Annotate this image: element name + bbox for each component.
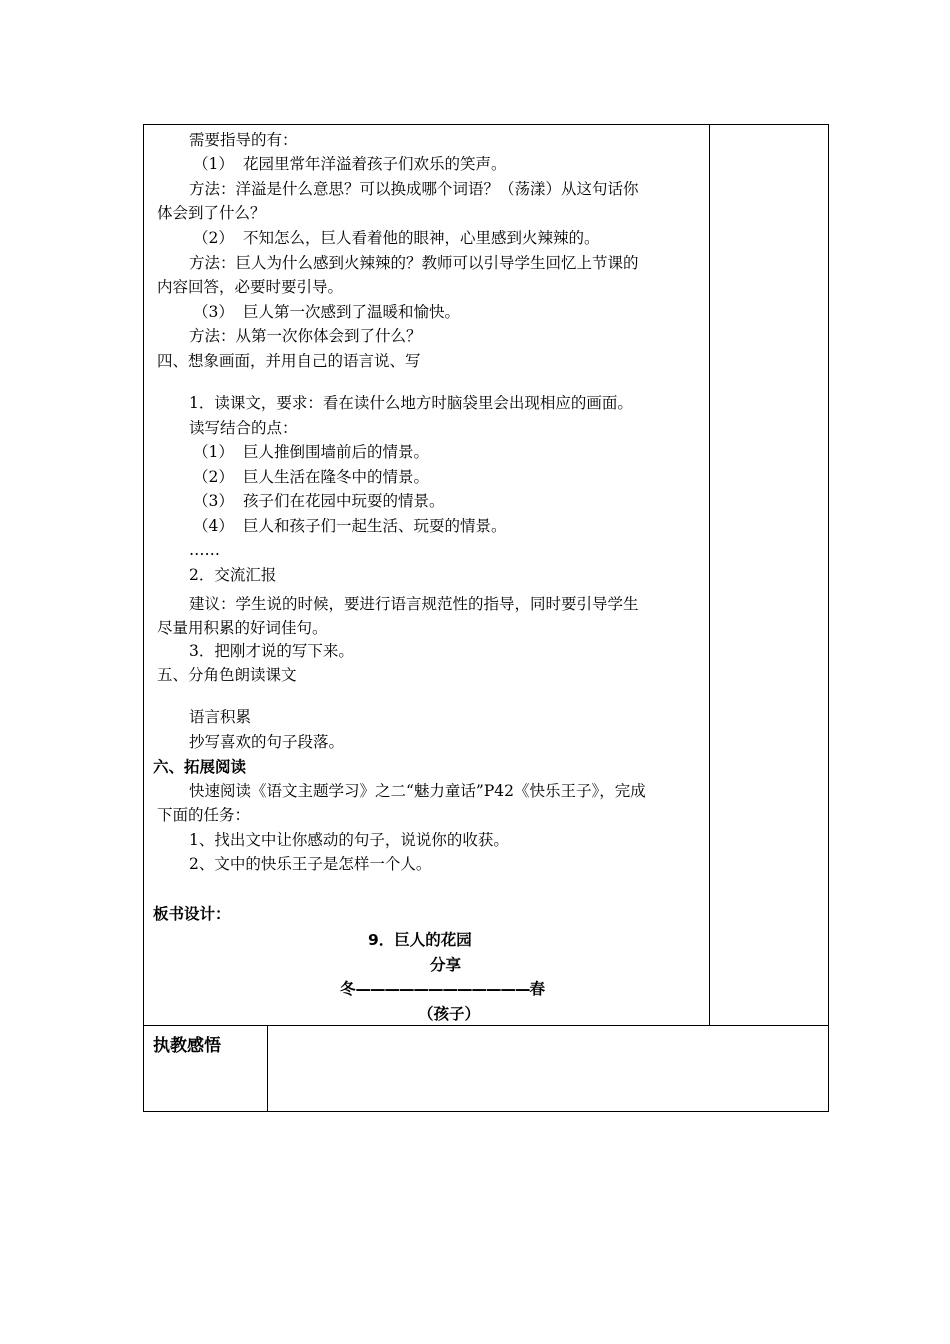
text-line: [193, 154, 507, 174]
footer-label: 执教感悟: [153, 1036, 221, 1056]
item-number: （2）: [193, 468, 234, 486]
table-top-border: [143, 124, 829, 125]
item-text: 巨人和孩子们一起生活、玩耍的情景。: [243, 517, 507, 535]
text-line: 尽量用积累的好词佳句。: [157, 619, 328, 637]
text-line: [193, 228, 600, 248]
text-line: 需要指导的有：: [189, 131, 298, 149]
item-number: （4）: [193, 517, 234, 535]
board-winter: 冬: [340, 980, 356, 998]
item-number: （2）: [193, 229, 234, 247]
text-line: 语言积累: [189, 708, 252, 726]
table-bottom-border: [143, 1111, 829, 1112]
text-line: 1．读课文，要求：看在读什么地方时脑袋里会出现相应的画面。: [189, 394, 633, 412]
text-line: 抄写喜欢的句子段落。: [189, 733, 345, 751]
item-text: 巨人推倒围墙前后的情景。: [243, 443, 430, 461]
text-line: 2．交流汇报: [189, 566, 277, 584]
board-design-label: 板书设计：: [153, 905, 231, 923]
text-line: 方法：从第一次你体会到了什么？: [189, 327, 422, 345]
text-line: [193, 516, 507, 536]
notes-column-divider: [709, 124, 710, 1026]
item-number: （3）: [193, 492, 234, 510]
item-text: 孩子们在花园中玩耍的情景。: [243, 492, 445, 510]
text-line: 3．把刚才说的写下来。: [189, 642, 354, 660]
footer-label-divider: [267, 1025, 268, 1112]
item-text: 巨人生活在隆冬中的情景。: [243, 468, 430, 486]
text-line: 内容回答，必要时要引导。: [157, 278, 344, 296]
text-line: 快速阅读《语文主题学习》之二“魅力童话”P42《快乐王子》，完成: [189, 782, 646, 800]
board-spring: 春: [529, 980, 546, 998]
text-line: 方法：洋溢是什么意思？可以换成哪个词语？（荡漾）从这句话你: [189, 180, 639, 198]
text-line: 体会到了什么？: [157, 204, 266, 222]
table-left-border: [143, 124, 144, 1112]
item-number: （1）: [193, 443, 234, 461]
section-heading: 六、拓展阅读: [153, 758, 247, 776]
text-line: 读写结合的点：: [189, 419, 298, 437]
text-line: [193, 491, 445, 511]
item-number: （3）: [193, 303, 234, 321]
text-line: 方法：巨人为什么感到火辣辣的？教师可以引导学生回忆上节课的: [189, 254, 639, 272]
text-line: 1、找出文中让你感动的句子，说说你的收获。: [189, 831, 509, 849]
board-children: （孩子）: [418, 1005, 481, 1023]
text-line: 2、文中的快乐王子是怎样一个人。: [189, 855, 432, 873]
board-arrow-line: ————————————: [355, 980, 530, 998]
row-divider: [143, 1025, 829, 1026]
board-season-line: [340, 979, 545, 999]
section-heading: 五、分角色朗读课文: [157, 666, 297, 684]
table-right-border: [828, 124, 829, 1112]
text-line: 建议：学生说的时候，要进行语言规范性的指导，同时要引导学生: [189, 595, 639, 613]
item-number: （1）: [193, 155, 234, 173]
board-share: 分享: [430, 956, 462, 974]
text-line: [193, 302, 460, 322]
text-line: [193, 467, 429, 487]
item-text: 巨人第一次感到了温暖和愉快。: [243, 303, 461, 321]
text-line: 下面的任务：: [157, 806, 251, 824]
text-line: ……: [189, 541, 220, 559]
item-text: 不知怎么，巨人看着他的眼神，心里感到火辣辣的。: [243, 229, 600, 247]
text-line: [193, 442, 429, 462]
item-text: 花园里常年洋溢着孩子们欢乐的笑声。: [243, 155, 507, 173]
section-heading: 四、想象画面，并用自己的语言说、写: [157, 352, 421, 370]
board-title: 9．巨人的花园: [368, 931, 472, 949]
